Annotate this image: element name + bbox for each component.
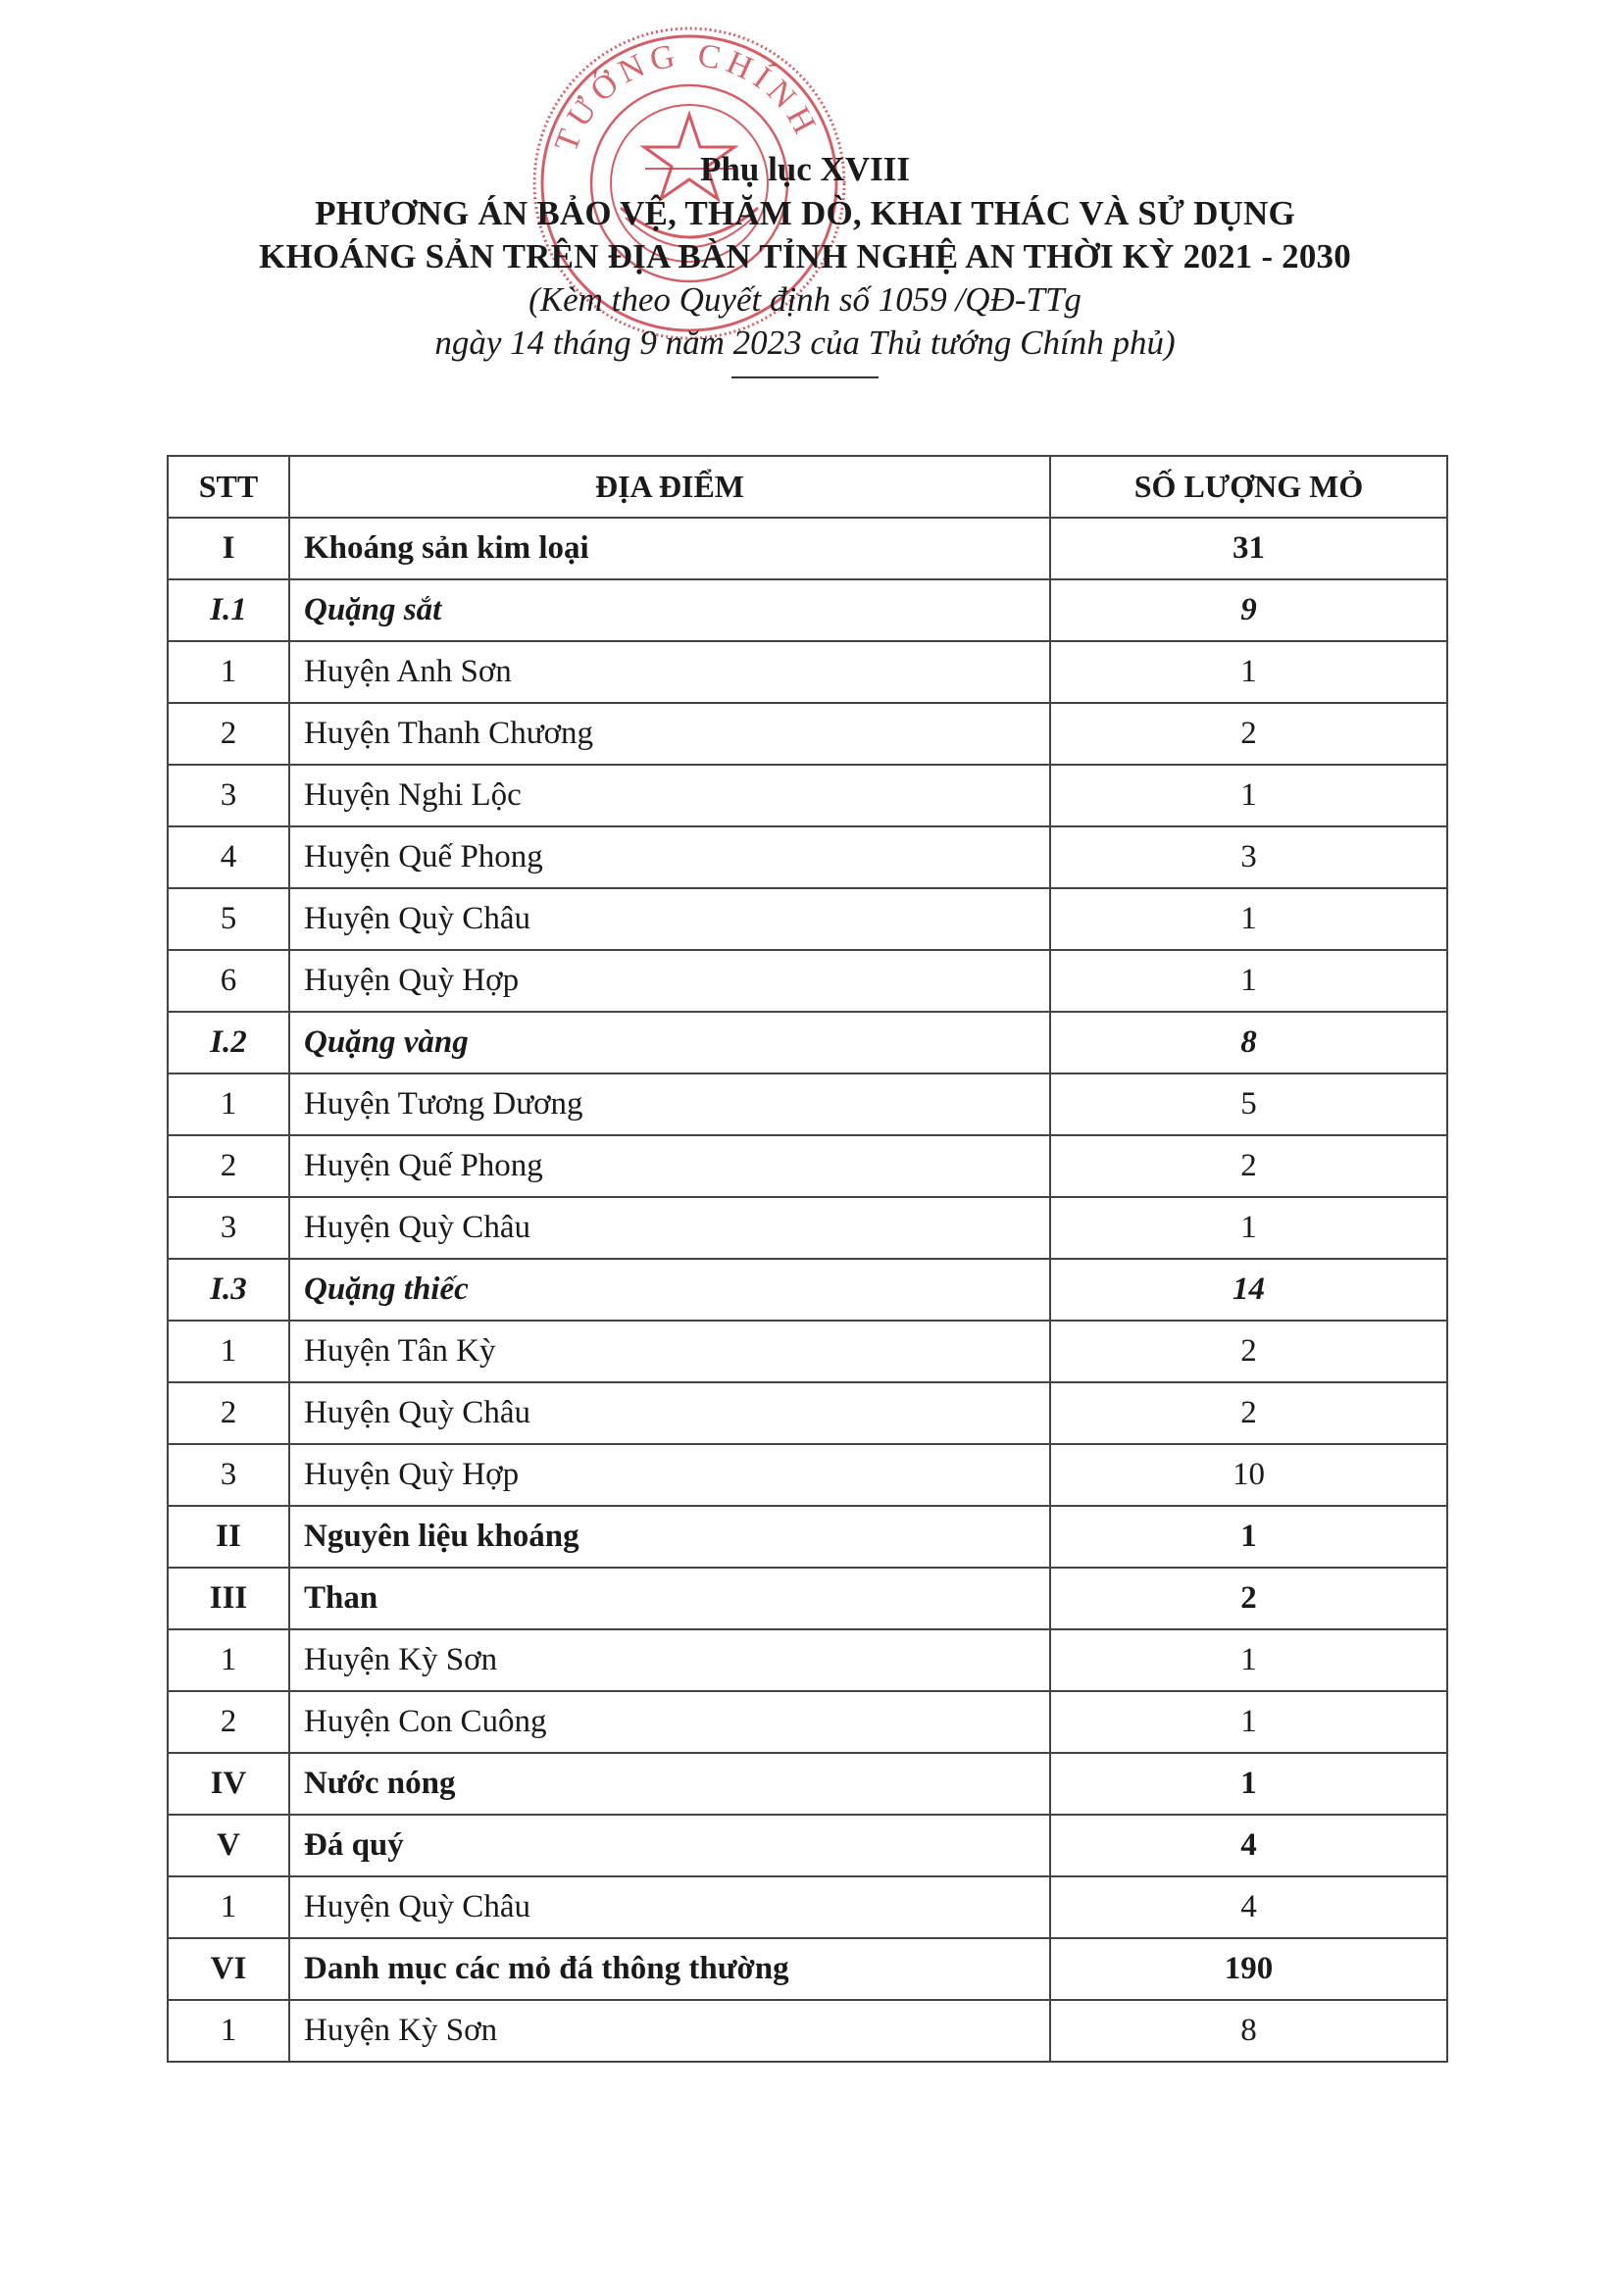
row-stt: IV (168, 1753, 289, 1815)
table-row (168, 1691, 1447, 1753)
row-stt: 2 (168, 1382, 289, 1444)
row-mine-count: 1 (1050, 950, 1447, 1012)
table-row (168, 950, 1447, 1012)
row-location: Danh mục các mỏ đá thông thường (289, 1938, 1050, 2000)
row-stt: VI (168, 1938, 289, 2000)
row-stt: III (168, 1568, 289, 1629)
row-mine-count: 9 (1050, 579, 1447, 641)
row-mine-count: 5 (1050, 1073, 1447, 1135)
row-location: Huyện Con Cuông (289, 1691, 1050, 1753)
svg-text:TƯỚNG CHÍNH: TƯỚNG CHÍNH (547, 36, 826, 157)
row-mine-count: 1 (1050, 1691, 1447, 1753)
row-stt: 1 (168, 1321, 289, 1382)
table-row (168, 1938, 1447, 2000)
title-line-1: PHƯƠNG ÁN BẢO VỆ, THĂM DÒ, KHAI THÁC VÀ SỬ DỤNG (315, 194, 1295, 232)
table-row (168, 1321, 1447, 1382)
row-mine-count: 1 (1050, 641, 1447, 703)
row-location: Huyện Quỳ Châu (289, 1876, 1050, 1938)
row-stt: 2 (168, 1135, 289, 1197)
table-row (168, 1073, 1447, 1135)
row-stt: 1 (168, 1073, 289, 1135)
attachment-line: (Kèm theo Quyết định số 1059 /QĐ-TTg (528, 280, 1082, 319)
row-stt: I.3 (168, 1259, 289, 1321)
row-mine-count: 4 (1050, 1876, 1447, 1938)
row-location: Huyện Kỳ Sơn (289, 1629, 1050, 1691)
row-mine-count: 2 (1050, 1321, 1447, 1382)
column-header-stt: STT (168, 456, 289, 518)
row-location: Huyện Anh Sơn (289, 641, 1050, 703)
table-row (168, 703, 1447, 765)
row-mine-count: 2 (1050, 703, 1447, 765)
appendix-label: Phụ lục XVIII (700, 150, 910, 188)
row-mine-count: 1 (1050, 1753, 1447, 1815)
row-mine-count: 1 (1050, 888, 1447, 950)
row-stt: 2 (168, 703, 289, 765)
row-location: Huyện Kỳ Sơn (289, 2000, 1050, 2062)
header-divider (731, 376, 879, 378)
table-row (168, 1753, 1447, 1815)
row-mine-count: 2 (1050, 1568, 1447, 1629)
row-stt: I.1 (168, 579, 289, 641)
row-location: Quặng sắt (289, 579, 1050, 641)
row-stt: I (168, 518, 289, 579)
table-row (168, 765, 1447, 826)
row-mine-count: 1 (1050, 1506, 1447, 1568)
row-mine-count: 190 (1050, 1938, 1447, 2000)
row-location: Huyện Quỳ Hợp (289, 950, 1050, 1012)
table-row (168, 1568, 1447, 1629)
row-stt: 4 (168, 826, 289, 888)
table-row (168, 1815, 1447, 1876)
table-row (168, 1197, 1447, 1259)
row-mine-count: 1 (1050, 765, 1447, 826)
row-stt: V (168, 1815, 289, 1876)
column-header-mine-count: SỐ LƯỢNG MỎ (1050, 456, 1447, 518)
row-mine-count: 14 (1050, 1259, 1447, 1321)
row-location: Quặng vàng (289, 1012, 1050, 1073)
table-row (168, 1382, 1447, 1444)
row-location: Quặng thiếc (289, 1259, 1050, 1321)
row-location: Huyện Quế Phong (289, 826, 1050, 888)
column-header-location: ĐỊA ĐIỂM (289, 456, 1050, 518)
table-row (168, 2000, 1447, 2062)
date-line: ngày 14 tháng 9 năm 2023 của Thủ tướng Chính phủ) (434, 324, 1176, 362)
row-location: Nguyên liệu khoáng (289, 1506, 1050, 1568)
row-location: Huyện Quỳ Hợp (289, 1444, 1050, 1506)
row-location: Than (289, 1568, 1050, 1629)
row-mine-count: 4 (1050, 1815, 1447, 1876)
table-row (168, 826, 1447, 888)
row-mine-count: 8 (1050, 2000, 1447, 2062)
row-stt: II (168, 1506, 289, 1568)
row-location: Huyện Quỳ Châu (289, 1197, 1050, 1259)
row-location: Huyện Quế Phong (289, 1135, 1050, 1197)
table-header-row (168, 456, 1447, 518)
row-stt: 3 (168, 1197, 289, 1259)
row-mine-count: 10 (1050, 1444, 1447, 1506)
table-row (168, 1444, 1447, 1506)
row-stt: 3 (168, 1444, 289, 1506)
row-stt: 5 (168, 888, 289, 950)
row-location: Huyện Tân Kỳ (289, 1321, 1050, 1382)
row-location: Đá quý (289, 1815, 1050, 1876)
document-header (0, 147, 1610, 378)
table-row (168, 888, 1447, 950)
row-stt: 1 (168, 2000, 289, 2062)
row-location: Huyện Quỳ Châu (289, 1382, 1050, 1444)
table-row (168, 641, 1447, 703)
row-mine-count: 2 (1050, 1135, 1447, 1197)
table-row (168, 1012, 1447, 1073)
row-mine-count: 3 (1050, 826, 1447, 888)
table-row (168, 1135, 1447, 1197)
row-location: Nước nóng (289, 1753, 1050, 1815)
row-stt: 6 (168, 950, 289, 1012)
table-row (168, 1506, 1447, 1568)
row-stt: 1 (168, 1629, 289, 1691)
title-line-2: KHOÁNG SẢN TRÊN ĐỊA BÀN TỈNH NGHỆ AN THỜI KỲ 2021 - 2030 (259, 237, 1351, 275)
row-location: Huyện Thanh Chương (289, 703, 1050, 765)
row-location: Huyện Tương Dương (289, 1073, 1050, 1135)
row-location: Huyện Quỳ Châu (289, 888, 1050, 950)
mines-table (167, 455, 1448, 2063)
row-stt: I.2 (168, 1012, 289, 1073)
table-row (168, 518, 1447, 579)
row-mine-count: 2 (1050, 1382, 1447, 1444)
row-location: Huyện Nghi Lộc (289, 765, 1050, 826)
row-mine-count: 31 (1050, 518, 1447, 579)
row-stt: 1 (168, 641, 289, 703)
row-mine-count: 1 (1050, 1197, 1447, 1259)
row-stt: 3 (168, 765, 289, 826)
row-stt: 1 (168, 1876, 289, 1938)
row-mine-count: 8 (1050, 1012, 1447, 1073)
row-mine-count: 1 (1050, 1629, 1447, 1691)
table-row (168, 1629, 1447, 1691)
table-row (168, 1259, 1447, 1321)
table-row (168, 1876, 1447, 1938)
table-row (168, 579, 1447, 641)
row-location: Khoáng sản kim loại (289, 518, 1050, 579)
row-stt: 2 (168, 1691, 289, 1753)
